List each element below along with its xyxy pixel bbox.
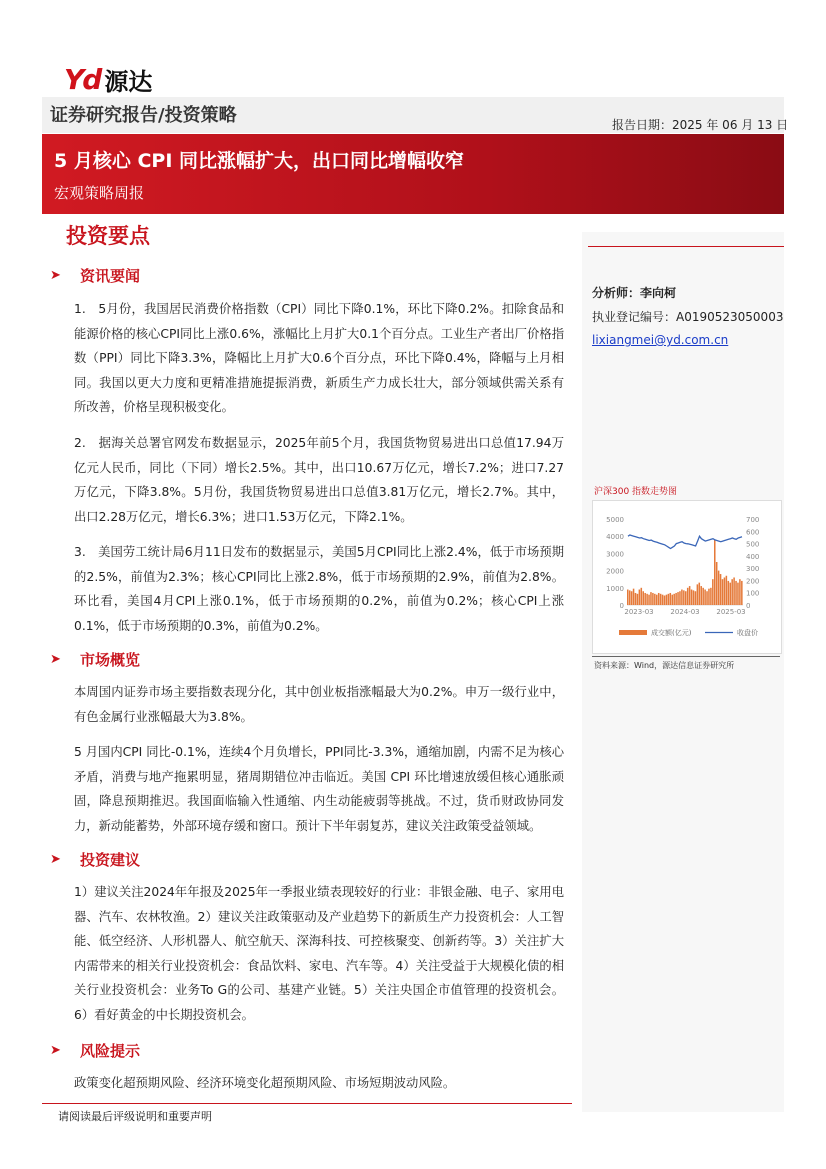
- volume-bar: [691, 590, 693, 605]
- volume-bar: [644, 593, 646, 605]
- section-heading-label: 市场概览: [80, 651, 141, 669]
- arrow-icon: ➤: [50, 268, 61, 283]
- index-chart-svg: [593, 501, 781, 653]
- section-title-key-points: 投资要点: [66, 224, 150, 248]
- y-right-tick-label: 300: [746, 565, 760, 574]
- volume-bar: [658, 593, 660, 605]
- volume-bar: [704, 590, 706, 605]
- analyst-email-link[interactable]: lixiangmei@yd.com.cn: [592, 333, 729, 347]
- volume-bar: [627, 590, 629, 605]
- volume-bar: [702, 588, 704, 605]
- paragraph-risk: 政策变化超预期风险、经济环境变化超预期风险、市场短期波动风险。: [74, 1076, 456, 1090]
- volume-bar: [668, 594, 670, 605]
- x-tick-label: 2024-03: [670, 608, 700, 616]
- footer-rule: [42, 1103, 572, 1104]
- volume-bar: [650, 592, 652, 605]
- volume-bar: [642, 591, 644, 605]
- volume-bar: [664, 596, 666, 605]
- volume-bar: [693, 590, 695, 605]
- volume-bar: [681, 590, 683, 605]
- volume-bar: [710, 588, 712, 605]
- volume-bar: [720, 574, 722, 605]
- chart-title: 沪深300 指数走势图: [594, 487, 678, 497]
- section-heading-label: 资讯要闻: [80, 267, 141, 285]
- volume-bar: [695, 591, 697, 605]
- volume-bar: [726, 576, 728, 605]
- y-right-tick-label: 200: [746, 577, 760, 586]
- volume-bar: [635, 593, 637, 605]
- volume-bar: [685, 591, 687, 605]
- volume-bar: [677, 592, 679, 605]
- volume-bar: [718, 571, 720, 605]
- logo-name: 源达: [104, 68, 153, 96]
- volume-bar: [660, 594, 662, 605]
- volume-bar: [637, 594, 639, 605]
- sidebar-background: [582, 232, 784, 1112]
- volume-bar: [700, 586, 702, 605]
- arrow-icon: ➤: [50, 652, 61, 667]
- volume-bar: [724, 577, 726, 605]
- volume-bar: [687, 588, 689, 605]
- paragraph-market-2: 5 月国内CPI 同比-0.1%，连续4个月负增长，PPI同比-3.3%，通缩加剧，内需不足为核心矛盾，消费与地产拖累明显，猪周期错位冲击临近。美国 CPI 环比增速放缓但核心通胀顽固，降息预期推迟。我国面临输入性通缩、内生动能疲弱等挑战。不过，货币财政协同发力，新动能蓄势，外部环境存缓和窗口。预计下半年弱复苏，建议关注政策受益领域。: [74, 745, 564, 833]
- volume-bar: [652, 593, 654, 605]
- volume-bar: [666, 595, 668, 605]
- y-left-tick-label: 5000: [606, 516, 624, 524]
- analyst-name: 分析师：李向柯: [592, 286, 677, 300]
- volume-bar: [633, 589, 635, 605]
- chart-source: 资料来源：Wind，源达信息证券研究所: [594, 661, 735, 670]
- paragraph-news-2: 2. 据海关总署官网发布数据显示，2025年前5个月，我国货物贸易进出口总值17.94万亿元人民币，同比（下同）增长2.5%。其中，出口10.67万亿元，增长7.2%；进口7.27万亿元，下降3.8%。5月份，我国货物贸易进出口总值3.81万亿元，增长2.7%。其中，出口2.28万亿元，增长6.3%；进口1.53万亿元，下降2.1%。: [74, 436, 564, 524]
- y-right-tick-label: 500: [746, 540, 760, 549]
- volume-bar: [646, 594, 648, 605]
- report-date-label: 报告日期：: [612, 118, 673, 132]
- company-logo: [64, 62, 152, 97]
- volume-bar: [689, 586, 691, 605]
- volume-bar: [708, 589, 710, 605]
- paragraph-market-1: 本周国内证券市场主要指数表现分化，其中创业板指涨幅最大为0.2%。申万一级行业中，有色金属行业涨幅最大为3.8%。: [74, 685, 564, 724]
- volume-bar: [673, 594, 675, 605]
- report-type: 证券研究报告/投资策略: [50, 105, 237, 126]
- arrow-icon: ➤: [50, 1043, 61, 1058]
- volume-bar: [733, 577, 735, 605]
- volume-bar: [735, 581, 737, 605]
- volume-bar: [697, 584, 699, 605]
- volume-bar: [639, 590, 641, 605]
- section-heading-label: 投资建议: [80, 851, 141, 869]
- paragraph-advice: 1）建议关注2024年年报及2025年一季报业绩表现较好的行业：非银金融、电子、家用电器、汽车、农林牧渔。2）建议关注政策驱动及产业趋势下的新质生产力投资机会：人工智能、低空经济、人形机器人、航空航天、深海科技、可控核聚变、创新药等。3）关注扩大内需带来的相关行业投资机会：食品饮料、家电、汽车等。4）关注受益于大规模化债的相关行业投资机会：业务To G的公司、基建产业链。5）关注央国企市值管理的投资机会。6）看好黄金的中长期投资机会。: [74, 885, 564, 1022]
- section-heading-news: [50, 265, 140, 286]
- volume-bar: [737, 583, 739, 605]
- report-subtitle: 宏观策略周报: [54, 184, 145, 202]
- legend-label-price: 收盘价: [737, 629, 758, 637]
- volume-bar: [741, 581, 743, 605]
- volume-bar: [648, 595, 650, 605]
- volume-bar: [641, 588, 643, 605]
- section-heading-risk: [50, 1040, 140, 1061]
- y-right-tick-label: 100: [746, 589, 760, 598]
- report-title: 5 月核心 CPI 同比涨幅扩大，出口同比增幅收窄: [54, 150, 465, 172]
- y-right-tick-label: 700: [746, 516, 760, 524]
- volume-bar: [679, 591, 681, 605]
- y-right-tick-label: 0: [746, 602, 751, 610]
- volume-bar: [739, 579, 741, 605]
- volume-bar: [699, 583, 701, 605]
- volume-bar: [714, 540, 716, 605]
- x-tick-label: 2025-03: [716, 608, 746, 616]
- volume-bar: [662, 595, 664, 605]
- arrow-icon: ➤: [50, 852, 61, 867]
- legend-label-volume: 成交额(亿元): [651, 629, 692, 637]
- section-heading-advice: [50, 849, 140, 870]
- logo-mark: Yd: [64, 63, 101, 96]
- volume-bar: [670, 593, 672, 605]
- sidebar-divider: [588, 246, 784, 247]
- y-left-tick-label: 0: [619, 602, 624, 610]
- volume-bar: [722, 579, 724, 605]
- chart-bottom-rule: [592, 656, 780, 657]
- report-date-value: 2025 年 06 月 13 日: [672, 118, 789, 132]
- paragraph-news-3: 3. 美国劳工统计局6月11日发布的数据显示，美国5月CPI同比上涨2.4%，低于市场预期的2.5%，前值为2.3%；核心CPI同比上涨2.8%，低于市场预期的2.9%，前值为2.8%。环比看，美国4月CPI上涨0.1%，低于市场预期的0.2%，前值为0.2%；核心CPI上涨0.1%，低于市场预期的0.3%，前值为0.2%。: [74, 545, 564, 633]
- volume-bar: [729, 583, 731, 605]
- volume-bar: [656, 595, 658, 605]
- volume-bar: [629, 590, 631, 605]
- y-left-tick-label: 4000: [606, 533, 624, 542]
- volume-bar: [683, 590, 685, 605]
- paragraph-news-1: 1. 5月份，我国居民消费价格指数（CPI）同比下降0.1%，环比下降0.2%。扣除食品和能源价格的核心CPI同比上涨0.6%，涨幅比上月扩大0.1个百分点。工业生产者出厂价格指数（PPI）同比下降3.3%，降幅比上月扩大0.6个百分点，环比下降0.4%，降幅与上月相同。我国以更大力度和更精准措施提振消费，新质生产力成长壮大，部分领域供需关系有所改善，价格呈现积极变化。: [74, 302, 564, 415]
- footer-disclaimer: 请阅读最后评级说明和重要声明: [58, 1110, 212, 1123]
- y-left-tick-label: 2000: [606, 567, 624, 576]
- analyst-license: 执业登记编号：A0190523050003: [592, 310, 784, 324]
- x-tick-label: 2023-03: [624, 608, 654, 616]
- volume-bar: [712, 579, 714, 605]
- y-left-tick-label: 1000: [606, 584, 624, 593]
- close-price-line: [628, 535, 742, 549]
- y-left-tick-label: 3000: [606, 550, 624, 559]
- y-right-tick-label: 400: [746, 552, 760, 561]
- section-heading-label: 风险提示: [80, 1042, 141, 1060]
- volume-bar: [716, 562, 718, 605]
- report-date: [612, 116, 788, 133]
- volume-bar: [631, 591, 633, 605]
- volume-bar: [706, 591, 708, 605]
- volume-bar: [731, 579, 733, 605]
- volume-bar: [675, 593, 677, 605]
- y-right-tick-label: 600: [746, 528, 760, 537]
- legend-swatch-volume: [619, 630, 647, 635]
- volume-bar: [728, 581, 730, 605]
- section-heading-market: [50, 649, 140, 670]
- volume-bar: [654, 594, 656, 605]
- index-chart: [592, 500, 782, 654]
- volume-bar: [671, 595, 673, 605]
